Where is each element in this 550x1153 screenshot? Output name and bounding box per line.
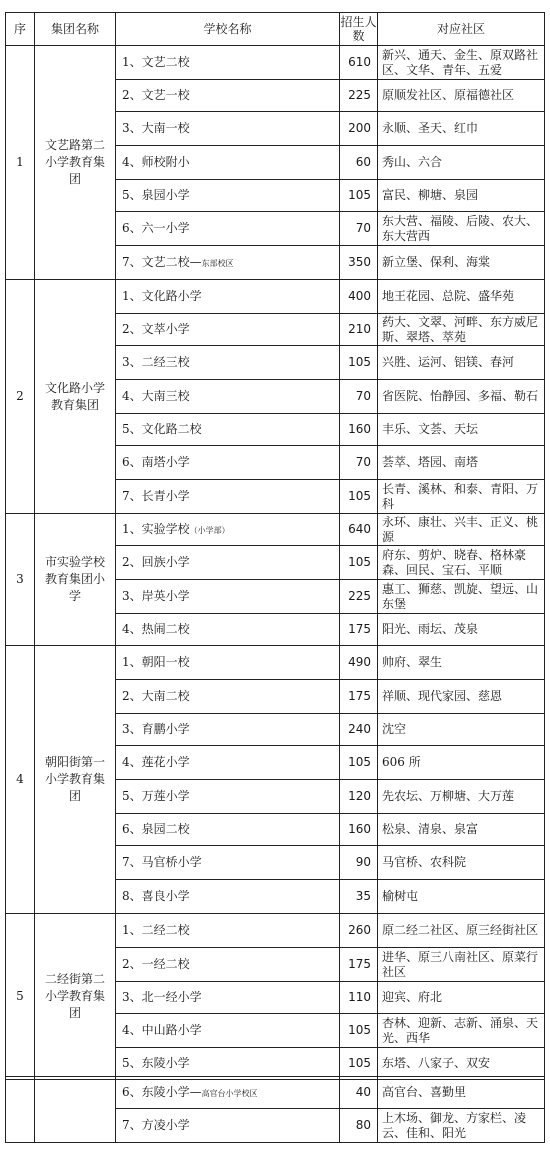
school-name-text: 8、喜良小学: [122, 889, 190, 903]
school-name: [116, 246, 340, 280]
community-list: 先农坛、万柳塘、大万莲: [378, 780, 545, 814]
enrollment-table: [5, 12, 545, 1080]
enrollment-count: 110: [340, 982, 378, 1014]
school-name: [116, 948, 340, 982]
enrollment-count: 105: [340, 546, 378, 580]
enrollment-count: 105: [340, 346, 378, 380]
school-name-text: 6、东陵小学—: [122, 1084, 202, 1099]
enrollment-count: 175: [340, 948, 378, 982]
enrollment-count: 105: [340, 1014, 378, 1048]
community-list: 沈空: [378, 714, 545, 746]
enrollment-count: 160: [340, 414, 378, 446]
community-list: 兴胜、运河、铝镁、春河: [378, 346, 545, 380]
enrollment-count: 70: [340, 212, 378, 246]
table-row: [6, 46, 545, 80]
school-name: [116, 746, 340, 780]
community-list: 高官台、喜勤里: [378, 1077, 545, 1109]
school-name: [116, 146, 340, 180]
school-name-text: 6、南塔小学: [122, 455, 190, 469]
school-name-text: 4、大南三校: [122, 389, 190, 403]
school-name-text: 7、方凌小学: [122, 1118, 190, 1132]
school-name-text: 1、实验学校: [122, 521, 190, 536]
school-name: [116, 1077, 340, 1109]
school-campus-note: 高官台小学校区: [201, 1088, 258, 1098]
school-name: [116, 982, 340, 1014]
school-name-text: 2、一经二校: [122, 957, 190, 971]
school-name: [116, 814, 340, 846]
group-name: 朝阳街第一小学教育集团: [35, 646, 116, 914]
enrollment-count: 610: [340, 46, 378, 80]
enrollment-count: 225: [340, 580, 378, 614]
school-name-text: 4、热闹二校: [122, 622, 190, 636]
school-name-text: 1、二经二校: [122, 923, 190, 937]
enrollment-count: 70: [340, 446, 378, 480]
community-list: 606 所: [378, 746, 545, 780]
school-name-text: 4、师校附小: [122, 155, 190, 169]
school-name-text: 1、朝阳一校: [122, 655, 190, 669]
school-name: [116, 646, 340, 680]
community-list: 榆树屯: [378, 880, 545, 914]
group-name: 文艺路第二小学教育集团: [35, 46, 116, 280]
enrollment-count: 160: [340, 814, 378, 846]
school-name-text: 5、文化路二校: [122, 422, 202, 436]
school-name-text: 3、北一经小学: [122, 990, 202, 1004]
school-name-text: 2、文艺一校: [122, 88, 190, 102]
school-name-text: 3、育鹏小学: [122, 722, 190, 736]
school-name: [116, 614, 340, 646]
school-name: [116, 880, 340, 914]
group-name: 市实验学校教育集团小学: [35, 514, 116, 646]
school-name-text: 5、东陵小学: [122, 1056, 190, 1070]
enrollment-count: 105: [340, 1048, 378, 1080]
table-row: [6, 646, 545, 680]
community-list: 府东、剪炉、晓春、格林豪森、回民、宝石、平顺: [378, 546, 545, 580]
community-list: 药大、文翠、河畔、东方威尼斯、翠塔、萃苑: [378, 314, 545, 346]
school-name: [116, 212, 340, 246]
school-name: [116, 846, 340, 880]
school-name-text: 4、中山路小学: [122, 1023, 202, 1037]
group-number: 4: [6, 646, 35, 914]
school-name: [116, 714, 340, 746]
enrollment-count: 70: [340, 380, 378, 414]
table-row: [6, 914, 545, 948]
group-number: 2: [6, 280, 35, 514]
header-row: [6, 13, 545, 46]
school-name: [116, 414, 340, 446]
school-campus-note: （小学部）: [189, 525, 230, 535]
enrollment-count: 40: [340, 1077, 378, 1109]
group-name: [35, 1077, 116, 1143]
school-name: [116, 914, 340, 948]
enrollment-table-continued: [5, 1076, 545, 1143]
enrollment-count: 350: [340, 246, 378, 280]
community-list: 上木场、御龙、方家栏、凌云、佳和、阳光: [378, 1109, 545, 1143]
community-list: 阳光、雨坛、茂泉: [378, 614, 545, 646]
enrollment-count: 210: [340, 314, 378, 346]
school-name-text: 1、文艺二校: [122, 55, 190, 69]
school-name: [116, 280, 340, 314]
table-body-continued: [6, 1077, 545, 1143]
enrollment-count: 80: [340, 1109, 378, 1143]
school-name: [116, 580, 340, 614]
enrollment-count: 60: [340, 146, 378, 180]
school-name-text: 5、泉园小学: [122, 188, 190, 202]
school-name-text: 7、马官桥小学: [122, 855, 202, 869]
header-school: 学校名称: [116, 13, 340, 46]
enrollment-count: 260: [340, 914, 378, 948]
school-name-text: 3、大南一校: [122, 121, 190, 135]
group-name: 二经街第二小学教育集团: [35, 914, 116, 1080]
school-name-text: 2、文萃小学: [122, 322, 190, 336]
enrollment-count: 105: [340, 480, 378, 514]
community-list: 松泉、清泉、泉富: [378, 814, 545, 846]
group-number: [6, 1077, 35, 1143]
table-row: [6, 514, 545, 546]
group-name: 文化路小学教育集团: [35, 280, 116, 514]
enrollment-count: 105: [340, 180, 378, 212]
school-name-text: 1、文化路小学: [122, 289, 202, 303]
school-name-text: 2、回族小学: [122, 555, 190, 569]
school-name-text: 7、文艺二校—: [122, 254, 202, 269]
table-row: [6, 280, 545, 314]
school-name: [116, 80, 340, 112]
table-row: [6, 1077, 545, 1109]
enrollment-count: 90: [340, 846, 378, 880]
community-list: 马官桥、农科院: [378, 846, 545, 880]
group-number: 3: [6, 514, 35, 646]
community-list: 长青、溪林、和泰、青阳、万科: [378, 480, 545, 514]
enrollment-count: 175: [340, 614, 378, 646]
header-seq: 序: [6, 13, 35, 46]
community-list: 杏林、迎新、志新、涌泉、天光、西华: [378, 1014, 545, 1048]
community-list: 永环、康壮、兴丰、正义、桃源: [378, 514, 545, 546]
enrollment-count: 400: [340, 280, 378, 314]
community-list: 惠工、狮慈、凯旋、望远、山东堡: [378, 580, 545, 614]
community-list: 永顺、圣天、红巾: [378, 112, 545, 146]
school-name: [116, 680, 340, 714]
community-list: 帅府、翠生: [378, 646, 545, 680]
community-list: 迎宾、府北: [378, 982, 545, 1014]
school-name: [116, 112, 340, 146]
school-name: [116, 514, 340, 546]
community-list: 秀山、六合: [378, 146, 545, 180]
enrollment-count: 225: [340, 80, 378, 112]
enrollment-count: 35: [340, 880, 378, 914]
school-name: [116, 1014, 340, 1048]
enrollment-count: 120: [340, 780, 378, 814]
community-list: 省医院、怡静园、多福、勒石: [378, 380, 545, 414]
school-name-text: 6、六一小学: [122, 221, 190, 235]
header-group: 集团名称: [35, 13, 116, 46]
school-name-text: 4、莲花小学: [122, 755, 190, 769]
school-name: [116, 446, 340, 480]
community-list: 东大营、福陵、后陵、农大、东大营西: [378, 212, 545, 246]
group-number: 5: [6, 914, 35, 1080]
community-list: 荟萃、塔园、南塔: [378, 446, 545, 480]
school-name: [116, 180, 340, 212]
school-name: [116, 480, 340, 514]
school-name-text: 7、长青小学: [122, 489, 190, 503]
community-list: 进华、原三八南社区、原菜行社区: [378, 948, 545, 982]
community-list: 东塔、八家子、双安: [378, 1048, 545, 1080]
community-list: 原顺发社区、原福德社区: [378, 80, 545, 112]
enrollment-count: 490: [340, 646, 378, 680]
group-number: 1: [6, 46, 35, 280]
school-name-text: 6、泉园二校: [122, 822, 190, 836]
school-name-text: 5、万莲小学: [122, 789, 190, 803]
school-name: [116, 1109, 340, 1143]
school-name: [116, 546, 340, 580]
community-list: 新兴、通天、金生、原双路社区、文华、青年、五爱: [378, 46, 545, 80]
school-name: [116, 1048, 340, 1080]
school-name: [116, 346, 340, 380]
enrollment-count: 105: [340, 746, 378, 780]
header-count: 招生人数: [340, 13, 378, 46]
enrollment-count: 640: [340, 514, 378, 546]
school-name: [116, 380, 340, 414]
community-list: 地王花园、总院、盛华苑: [378, 280, 545, 314]
table-body: [6, 13, 545, 1080]
community-list: 原二经二社区、原三经街社区: [378, 914, 545, 948]
community-list: 新立堡、保利、海棠: [378, 246, 545, 280]
school-name-text: 2、大南二校: [122, 689, 190, 703]
school-name: [116, 314, 340, 346]
community-list: 祥顺、现代家园、慈恩: [378, 680, 545, 714]
school-campus-note: 东部校区: [201, 258, 234, 268]
community-list: 丰乐、文荟、天坛: [378, 414, 545, 446]
enrollment-count: 200: [340, 112, 378, 146]
school-name: [116, 46, 340, 80]
school-name-text: 3、二经三校: [122, 355, 190, 369]
header-area: 对应社区: [378, 13, 545, 46]
school-name: [116, 780, 340, 814]
enrollment-count: 175: [340, 680, 378, 714]
school-name-text: 3、岸英小学: [122, 589, 190, 603]
enrollment-count: 240: [340, 714, 378, 746]
community-list: 富民、柳塘、泉园: [378, 180, 545, 212]
